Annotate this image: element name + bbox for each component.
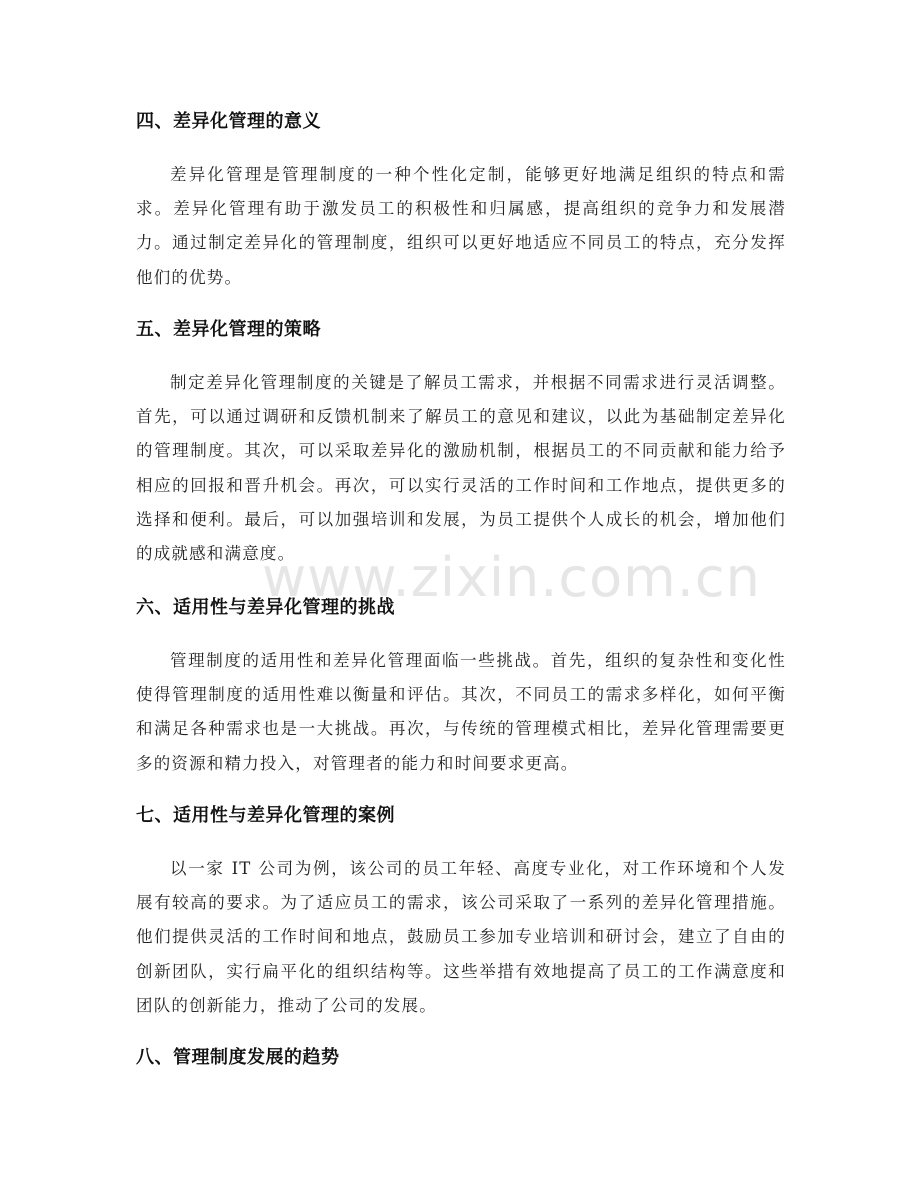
section-strategy <box>136 316 786 571</box>
section-trends <box>136 1044 786 1072</box>
section-heading: 七、适用性与差异化管理的案例 <box>136 805 395 826</box>
section-heading: 六、适用性与差异化管理的挑战 <box>136 597 395 618</box>
section-case-study <box>136 802 786 1023</box>
section-paragraph: 制定差异化管理制度的关键是了解员工需求，并根据不同需求进行灵活调整。首先，可以通过调研和反馈机制来了解员工的意见和建议，以此为基础制定差异化的管理制度。其次，可以采取差异化的激励机制，根据员工的不同贡献和能力给予相应的回报和晋升机会。再次，可以实行灵活的工作时间和工作地点，提供更多的选择和便利。最后，可以加强培训和发展，为员工提供个人成长的机会，增加他们的成就感和满意度。 <box>136 373 786 564</box>
section-heading: 五、差异化管理的策略 <box>136 319 321 340</box>
section-paragraph: 管理制度的适用性和差异化管理面临一些挑战。首先，组织的复杂性和变化性使得管理制度的适用性难以衡量和评估。其次，不同员工的需求多样化，如何平衡和满足各种需求也是一大挑战。再次，与传统的管理模式相比，差异化管理需要更多的资源和精力投入，对管理者的能力和时间要求更高。 <box>136 651 786 773</box>
section-paragraph: 差异化管理是管理制度的一种个性化定制，能够更好地满足组织的特点和需求。差异化管理有助于激发员工的积极性和归属感，提高组织的竞争力和发展潜力。通过制定差异化的管理制度，组织可以更好地适应不同员工的特点，充分发挥他们的优势。 <box>136 165 786 287</box>
section-challenges <box>136 594 786 781</box>
section-heading: 四、差异化管理的意义 <box>136 111 321 132</box>
section-significance <box>136 108 786 295</box>
section-heading: 八、管理制度发展的趋势 <box>136 1047 340 1068</box>
section-paragraph: 以一家 IT 公司为例，该公司的员工年轻、高度专业化，对工作环境和个人发展有较高的要求。为了适应员工的需求，该公司采取了一系列的差异化管理措施。他们提供灵活的工作时间和地点，鼓励员工参加专业培训和研讨会，建立了自由的创新团队，实行扁平化的组织结构等。这些举措有效地提高了员工的工作满意度和团队的创新能力，推动了公司的发展。 <box>136 859 786 1015</box>
watermark: www.zixin.com.cn <box>262 546 761 609</box>
